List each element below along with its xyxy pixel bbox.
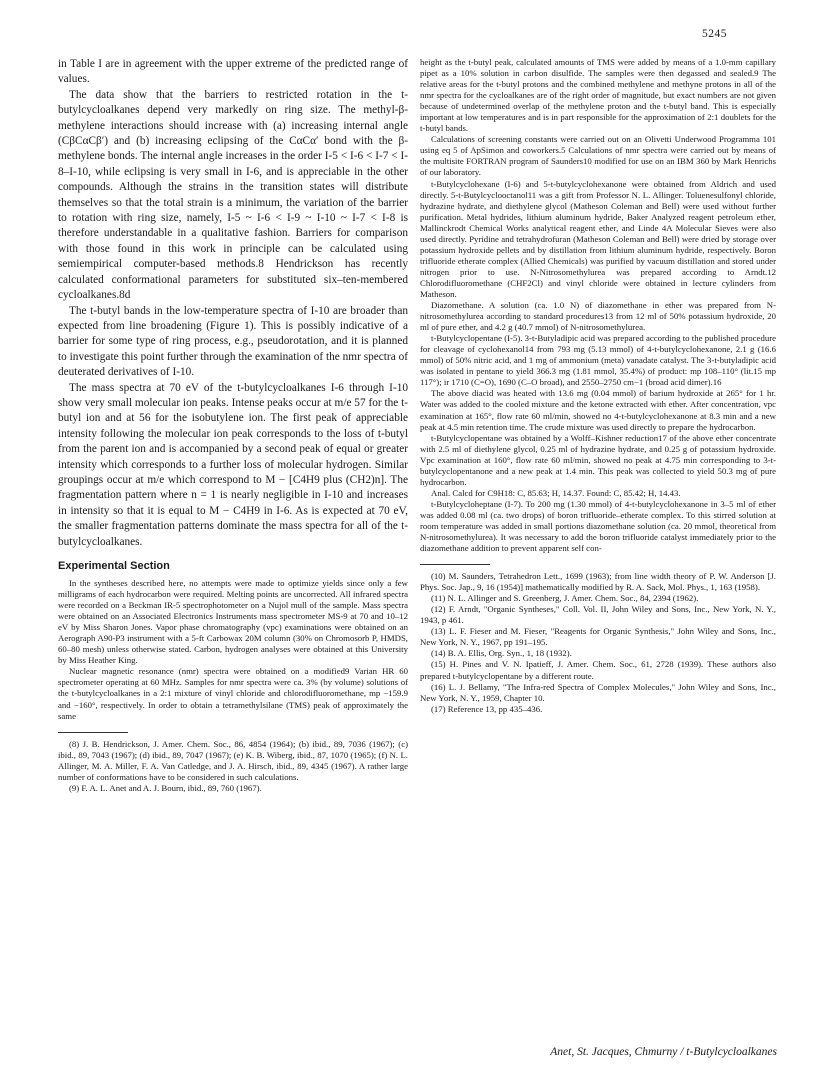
footnote: (13) L. F. Fieser and M. Fieser, "Reagents for Organic Synthesis," John Wiley and Sons, Inc., New York, N. Y., 1967, pp 191–195. [420,626,776,648]
analysis-paragraph: Anal. Calcd for C9H18: C, 85.63; H, 14.37. Found: C, 85.42; H, 14.43. [431,487,681,498]
page-number: 5245 [702,28,727,40]
footnote: (9) F. A. L. Anet and A. J. Bourn, ibid., 89, 760 (1967). [69,782,262,793]
body-paragraph: in Table I are in agreement with the upper extreme of the predicted range of values. [58,58,408,86]
experimental-paragraph: Calculations of screening constants were carried out on an Olivetti Underwood Programma 101 using eq 5 of ApSimon and coworkers.5 Calculations of nmr spectra were carried out by means of the multisite FORTRAN program of Saunders10 modified for use on an IBM 360 by Mark Henrichs of our laboratory. [420,134,776,178]
experimental-paragraph: t-Butylcycloheptane (I-7). To 200 mg (1.30 mmol) of 4-t-butylcyclohexanone in 3–5 ml of ether was added 0.08 ml (ca. two drops) of boron trifluoride–etherate complex. To this stirred solution at room temperature was added in small portions diazomethane solution (ca. 20 mmol, theoretical from N-nitrosomethylurea). It was necessary to add the boron trifluoride catalyst immediately prior to the diazomethane addition to prevent apparent self con- [420,498,776,554]
body-paragraph: The t-butyl bands in the low-temperature spectra of I-10 are broader than expected from line broadening (Figure 1). This is possibly indicative of a barrier for some type of ring process, e.g., pseudorotation, and it is planned to investigate this point further through the examination of the nmr spectra of deuterated derivatives of I-10. [58,304,408,379]
experimental-paragraph: Nuclear magnetic resonance (nmr) spectra were obtained on a modified9 Varian HR 60 spectrometer operating at 60 MHz. Samples for nmr spectra were ca. 3% (by volume) solutions of the t-butylcycloalkanes in a 2:1 mixture of vinyl chloride and chlorodifluoromethane, mp −159.9 and −160°, respectively. In order to obtain a tetramethylsilane (TMS) peak of approximately the same [58,666,408,721]
footnote-rule [58,732,128,733]
footnote: (10) M. Saunders, Tetrahedron Lett., 1699 (1963); from line width theory of P. W. Anderson [J. Phys. Soc. Jap., 9, 16 (1954)] mathematically modified by R. A. Sack, Mol. Phys., 1, 163 (1958). [420,571,776,593]
section-heading: Experimental Section [58,560,170,572]
experimental-paragraph: height as the t-butyl peak, calculated amounts of TMS were added by means of a 1.0-mm capillary pipet as a 10% solution in carbon disulfide. The samples were then degassed and sealed.9 The relative areas for the t-butyl protons and the combined methylene and methyne protons in all of the nmr spectra for the cycloalkanes are of the right order of magnitude, but exact numbers are not given because of undetermined overlap of the methylene proton and the t-butyl band. This is especially important at low temperatures and is in part responsible for the approximation of 2:1 doublets for the t-butyl bands. [420,57,776,134]
footnote: (12) F. Arndt, "Organic Syntheses," Coll. Vol. II, John Wiley and Sons, Inc., New York, N. Y., 1943, p 461. [420,604,776,626]
body-paragraph: The data show that the barriers to restricted rotation in the t-butylcycloalkanes depend very markedly on ring size. The methyl-β-methylene interactions should increase with (a) increasing internal angle (CβCαCβ′) and (b) increasing eclipsing of the CαCα′ bond with the β-methylene bonds. The internal angle increases in the order I-5 < I-6 < I-7 < I-8–I-10, while eclipsing is very small in I-6, and is appreciable in the other compounds. Although the strains in the transition states will distribute themselves so that the total strain is a minimum, the variation of the barrier to rotation with ring size, namely, I-5 ~ I-6 < I-9 ~ I-10 ~ I-7 < I-8 is therefore understandable in a qualitative fashion. Barriers for comparison with those found in this work in principle can be calculated using semiempirical computer-based methods.8 Hendrickson has recently calculated conformational parameters for substituted six–ten-membered cycloalkanes.8d [58,88,408,302]
experimental-paragraph: t-Butylcyclohexane (I-6) and 5-t-butylcyclohexanone were obtained from Aldrich and used directly. 5-t-Butylcyclooctanol11 was a gift from Professor N. L. Allinger. Toluenesulfonyl chloride, hydrazine hydrate, and diethylene glycol (Matheson Coleman and Bell) were used without further purification. Metal hydrides, lithium aluminum hydride, Baker Analyzed reagent petroleum ether, Mallinckrodt Chemical Works analytical reagent ether, and Linde 4A Molecular Sieves were also used directly. Pyridine and tetrahydrofuran (Matheson Coleman and Bell) were dried by storage over potassium hydroxide pellets and by distillation from lithium aluminum hydride, respectively. Boron trifluoride etherate complex (Allied Chemicals) was purified by vacuum distillation and stored under nitrogen prior to use. N-Nitrosomethylurea was prepared according to Arndt.12 Chlorodifluoromethane (CHF2Cl) and vinyl chloride were obtained in lecture cylinders from Matheson. [420,178,776,299]
footnote: (14) B. A. Ellis, Org. Syn., 1, 18 (1932). [431,648,572,659]
footnotes [420,571,776,715]
experimental-paragraph: In the syntheses described here, no attempts were made to optimize yields since only a few milligrams of each hydrocarbon were required. Melting points are uncorrected. All infrared spectra were recorded on a Beckman IR-5 spectrophotometer on a Nujol mull of the sample. Mass spectra were obtained on an Associated Electronics Instruments mass spectrometer MS-9 at 70 and 10–12 eV by Miss Sharon Jones. Vapor phase chromatography (vpc) examinations were obtained on an Aerograph A90-P3 instrument with a 5-ft Carbowax 20M column (30% on Chromosorb P, HMDS, 60–80 mesh) unless otherwise stated. Carbon, hydrogen analyses were obtained at this University by Miss Heather King. [58,578,408,666]
body-paragraph: The mass spectra at 70 eV of the t-butylcycloalkanes I-6 through I-10 show very small molecular ion peaks. Intense peaks occur at m/e 57 for the t-butyl ion and at 56 for the isobutylene ion. The first peak of appreciable intensity following the molecular ion peak corresponds to the loss of t-butyl from the parent ion and is accompanied by a second peak of equal or greater intensity which corresponds to a further loss of molecular hydrogen. Similar groupings occur at m/e which correspond to M − [C4H9 plus (CH2)n]. The fragmentation pattern where n = 1 is nearly negligible in I-10 and increases in intensity so that it is equal to M − C4H9 in I-6. As is expected at 70 eV, the smaller fragmentation patterns dominate the mass spectra for all of the t-butylcycloalkanes. [58,381,408,548]
right-column [420,57,776,715]
left-column [58,57,408,794]
footnote: (17) Reference 13, pp 435–436. [431,703,543,714]
footnote: (15) H. Pines and V. N. Ipatieff, J. Amer. Chem. Soc., 61, 2728 (1939). These authors also prepared t-butylcyclopentane by a different route. [420,659,776,681]
footnote: (11) N. L. Allinger and S. Greenberg, J. Amer. Chem. Soc., 84, 2394 (1962). [431,593,699,604]
footnote: (16) L. J. Bellamy, "The Infra-red Spectra of Complex Molecules," John Wiley and Sons, Inc., New York, N. Y., 1959, Chapter 10. [420,681,776,703]
experimental-paragraph: Diazomethane. A solution (ca. 1.0 N) of diazomethane in ether was prepared from N-nitrosomethylurea according to standard procedures13 from 12 ml of 50% potassium hydroxide, 20 ml of pure ether, and 4.2 g (40.7 mmol) of N-nitrosomethylurea. [420,300,776,333]
footnote-rule [420,564,490,565]
footnote: (8) J. B. Hendrickson, J. Amer. Chem. Soc., 86, 4854 (1964); (b) ibid., 89, 7036 (1967); (c) ibid., 89, 7043 (1967); (d) ibid., 89, 7047 (1967); (e) K. B. Wiberg, ibid., 87, 1070 (1965); (f) N. L. Allinger, M. A. Miller, F. A. Van Catledge, and J. A. Hirsch, ibid., 89, 4345 (1967). A rather large number of conformations have to be considered in such calculations. [58,738,408,782]
running-footer: Anet, St. Jacques, Chmurny / t-Butylcycloalkanes [550,1046,777,1058]
footnotes [58,739,408,794]
experimental-paragraph: t-Butylcyclopentane was obtained by a Wolff–Kishner reduction17 of the above ether concentrate with 2.5 ml of diethylene glycol, 0.25 ml of hydrazine hydrate, and 0.25 g of potassium hydroxide. Vpc examination at 160°, flow rate 60 ml/min, showed no peak at 4.75 min corresponding to 3-t-butylcyclopentanone and a new peak at 1.4 min. This peak was collected to yield 50.3 mg of pure hydrocarbon. [420,432,776,487]
experimental-paragraph: t-Butylcyclopentane (I-5). 3-t-Butyladipic acid was prepared according to the published procedure for cleavage of cyclohexanol14 from 793 mg (5.13 mmol) of 4-t-butylcyclohexanone, 2.1 g (16.6 mmol) of 50% nitric acid, and 1 mg of ammonium (meta) vanadate catalyst. The 3-t-butyladipic acid was isolated in pentane to yield 366.3 mg (1.81 mmol, 35.4%) of product: mp 108–110° (lit.15 mp 117°); ir 1710 (C=O), 1690 (C–O broad), and 2550–2750 cm−1 (broad acid dimer).16 [420,333,776,388]
experimental-paragraph: The above diacid was heated with 13.6 mg (0.04 mmol) of barium hydroxide at 265° for 1 hr. Water was added to the cooled mixture and the ketone extracted with ether. After concentration, vpc examination at 165°, flow rate 60 ml/min, showed no 4-t-butylcyclohexanone at 8.3 min and a new peak at 4.5 min retention time. The crude mixture was used directly to prepare the hydrocarbon. [420,388,776,432]
